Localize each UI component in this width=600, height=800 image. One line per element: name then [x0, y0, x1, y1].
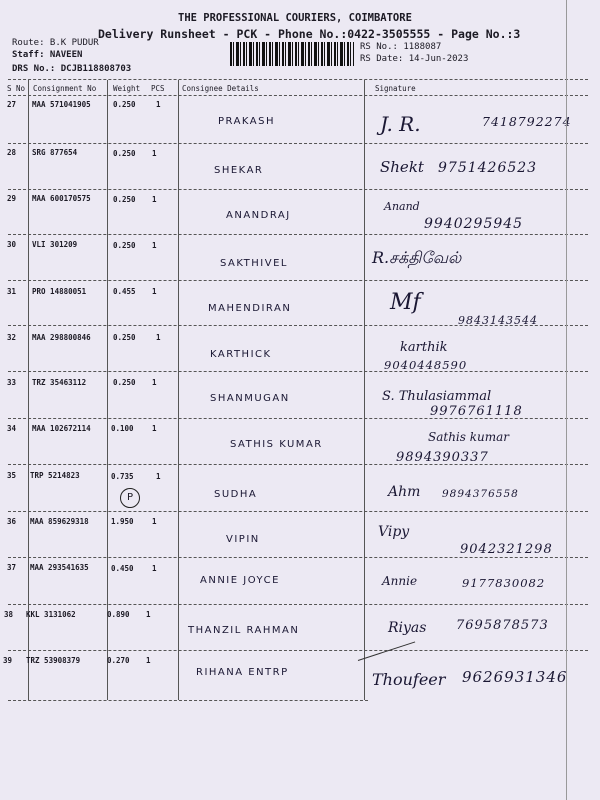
row-sno: 32 — [7, 333, 17, 342]
consignee-name: SUDHA — [214, 489, 258, 500]
row-sno: 31 — [7, 287, 17, 296]
row-consignment: TRZ 35463112 — [32, 378, 87, 387]
row-divider — [8, 325, 588, 326]
row-pcs: 1 — [152, 564, 157, 573]
row-divider — [8, 371, 588, 372]
consignee-name: PRAKASH — [218, 116, 276, 127]
row-pcs: 1 — [152, 424, 157, 433]
row-divider — [8, 557, 588, 558]
consignee-name: SATHIS KUMAR — [230, 439, 323, 450]
row-weight: 1.950 — [111, 517, 134, 526]
row-weight: 0.250 — [113, 241, 136, 250]
row-divider — [8, 511, 588, 512]
signature: Riyas — [388, 620, 427, 636]
consignee-name: ANANDRAJ — [226, 210, 291, 221]
consignee-phone: 7418792274 — [482, 114, 572, 129]
row-consignment: MAA 102672114 — [32, 424, 91, 433]
consignee-name: SAKTHIVEL — [220, 258, 288, 269]
row-sno: 39 — [3, 656, 13, 665]
grid-line — [364, 80, 365, 700]
row-sno: 35 — [7, 471, 17, 480]
row-weight: 0.100 — [111, 424, 134, 433]
row-pcs: 1 — [152, 287, 157, 296]
consignee-phone: 9177830082 — [462, 576, 546, 590]
row-consignment: SRG 877654 — [32, 148, 78, 157]
row-weight: 0.250 — [113, 333, 136, 342]
signature: Annie — [382, 574, 418, 588]
row-weight: 0.455 — [113, 287, 136, 296]
rs-date: RS Date: 14-Jun-2023 — [360, 54, 469, 64]
row-consignment: TRZ 53908379 — [26, 656, 81, 665]
pen-stroke — [358, 641, 415, 660]
staff-label: Staff: NAVEEN — [12, 50, 83, 60]
row-divider — [8, 418, 588, 419]
row-sno: 33 — [7, 378, 17, 387]
signature: Ahm — [388, 484, 421, 500]
consignee-phone: 9843143544 — [458, 314, 538, 327]
consignee-phone: 9894390337 — [396, 450, 489, 465]
signature: Sathis kumar — [428, 430, 510, 444]
row-divider — [8, 189, 588, 190]
row-weight: 0.890 — [107, 610, 130, 619]
row-divider — [8, 604, 588, 605]
consignee-name: MAHENDIRAN — [208, 303, 292, 314]
row-sno: 28 — [7, 148, 17, 157]
consignee-name: SHANMUGAN — [210, 393, 290, 404]
col-sno: S No — [7, 84, 26, 93]
signature: S. Thulasiammal — [382, 389, 492, 404]
consignee-phone: 7695878573 — [456, 618, 549, 633]
consignee-name: ANNIE JOYCE — [200, 575, 280, 586]
row-consignment: MAA 859629318 — [30, 517, 89, 526]
row-pcs: 1 — [146, 656, 151, 665]
grid-line — [178, 80, 179, 700]
row-weight: 0.250 — [113, 195, 136, 204]
consignee-phone: 9940295945 — [424, 216, 524, 232]
row-consignment: VLI 301209 — [32, 240, 78, 249]
rs-number: RS No.: 1188087 — [360, 42, 442, 52]
consignee-name: KARTHICK — [210, 349, 272, 360]
signature: Mf — [390, 290, 421, 315]
row-sno: 36 — [7, 517, 17, 526]
row-weight: 0.735 — [111, 472, 134, 481]
signature: Shekt — [380, 158, 424, 176]
row-consignment: MAA 293541635 — [30, 563, 89, 572]
row-divider — [8, 234, 588, 235]
row-weight: 0.250 — [113, 100, 136, 109]
row-pcs: 1 — [156, 333, 161, 342]
signature: Vipy — [378, 524, 410, 540]
col-consignment: Consignment No — [33, 84, 97, 93]
grid-line — [28, 80, 29, 700]
header-rule-top — [8, 79, 588, 80]
consignee-phone: 9626931346 — [462, 668, 568, 686]
row-divider — [8, 464, 588, 465]
row-divider — [8, 280, 588, 281]
signature: karthik — [400, 340, 448, 355]
row-consignment: TRP 5214823 — [30, 471, 80, 480]
grid-line — [107, 80, 108, 700]
col-consignee: Consignee Details — [182, 84, 259, 93]
row-consignment: PRO 14880051 — [32, 287, 87, 296]
row-sno: 30 — [7, 240, 17, 249]
row-pcs: 1 — [152, 378, 157, 387]
row-consignment: MAA 600170575 — [32, 194, 91, 203]
row-sno: 34 — [7, 424, 17, 433]
barcode — [230, 42, 354, 66]
row-weight: 0.450 — [111, 564, 134, 573]
signature: Thoufeer — [372, 670, 446, 689]
col-pcs: PCS — [151, 84, 165, 93]
row-pcs: 1 — [156, 100, 161, 109]
signature: R.சக்திவேல் — [372, 248, 462, 267]
row-pcs: 1 — [152, 241, 157, 250]
row-divider — [8, 700, 368, 701]
row-sno: 37 — [7, 563, 17, 572]
consignee-phone: 9976761118 — [430, 404, 523, 419]
scan-edge — [566, 0, 567, 800]
consignee-phone: 9040448590 — [384, 358, 468, 372]
row-consignment: MAA 571041905 — [32, 100, 91, 109]
row-pcs: 1 — [152, 149, 157, 158]
col-weight: Weight — [113, 84, 141, 93]
consignee-name: SHEKAR — [214, 165, 264, 176]
signature: Anand — [384, 200, 420, 213]
drs-label: DRS No.: DCJB118808703 — [12, 64, 132, 74]
row-pcs: 1 — [146, 610, 151, 619]
row-weight: 0.270 — [107, 656, 130, 665]
row-sno: 29 — [7, 194, 17, 203]
row-weight: 0.250 — [113, 149, 136, 158]
consignee-name: RIHANA ENTRP — [196, 667, 289, 678]
row-consignment: KKL 3131062 — [26, 610, 76, 619]
row-pcs: 1 — [152, 517, 157, 526]
row-pcs: 1 — [152, 195, 157, 204]
consignee-phone: 9042321298 — [460, 542, 553, 557]
consignee-name: VIPIN — [226, 534, 260, 545]
runsheet-title: Delivery Runsheet - PCK - Phone No.:0422-3505555 - Page No.:3 — [98, 27, 521, 41]
row-divider — [8, 143, 588, 144]
consignee-phone: 9751426523 — [438, 160, 538, 176]
signature: J. R. — [380, 112, 421, 136]
consignee-name: THANZIL RAHMAN — [188, 625, 300, 636]
header-rule-bottom — [8, 95, 588, 96]
row-sno: 38 — [4, 610, 14, 619]
row-divider — [8, 650, 588, 651]
company-name: THE PROFESSIONAL COURIERS, COIMBATORE — [178, 12, 412, 24]
route-label: Route: B.K PUDUR — [12, 38, 99, 48]
row-weight: 0.250 — [113, 378, 136, 387]
row-sno: 27 — [7, 100, 17, 109]
consignee-phone: 9894376558 — [442, 488, 519, 500]
row-consignment: MAA 298800846 — [32, 333, 91, 342]
stamp-mark: P — [120, 488, 140, 508]
col-signature: Signature — [375, 84, 416, 93]
row-pcs: 1 — [156, 472, 161, 481]
